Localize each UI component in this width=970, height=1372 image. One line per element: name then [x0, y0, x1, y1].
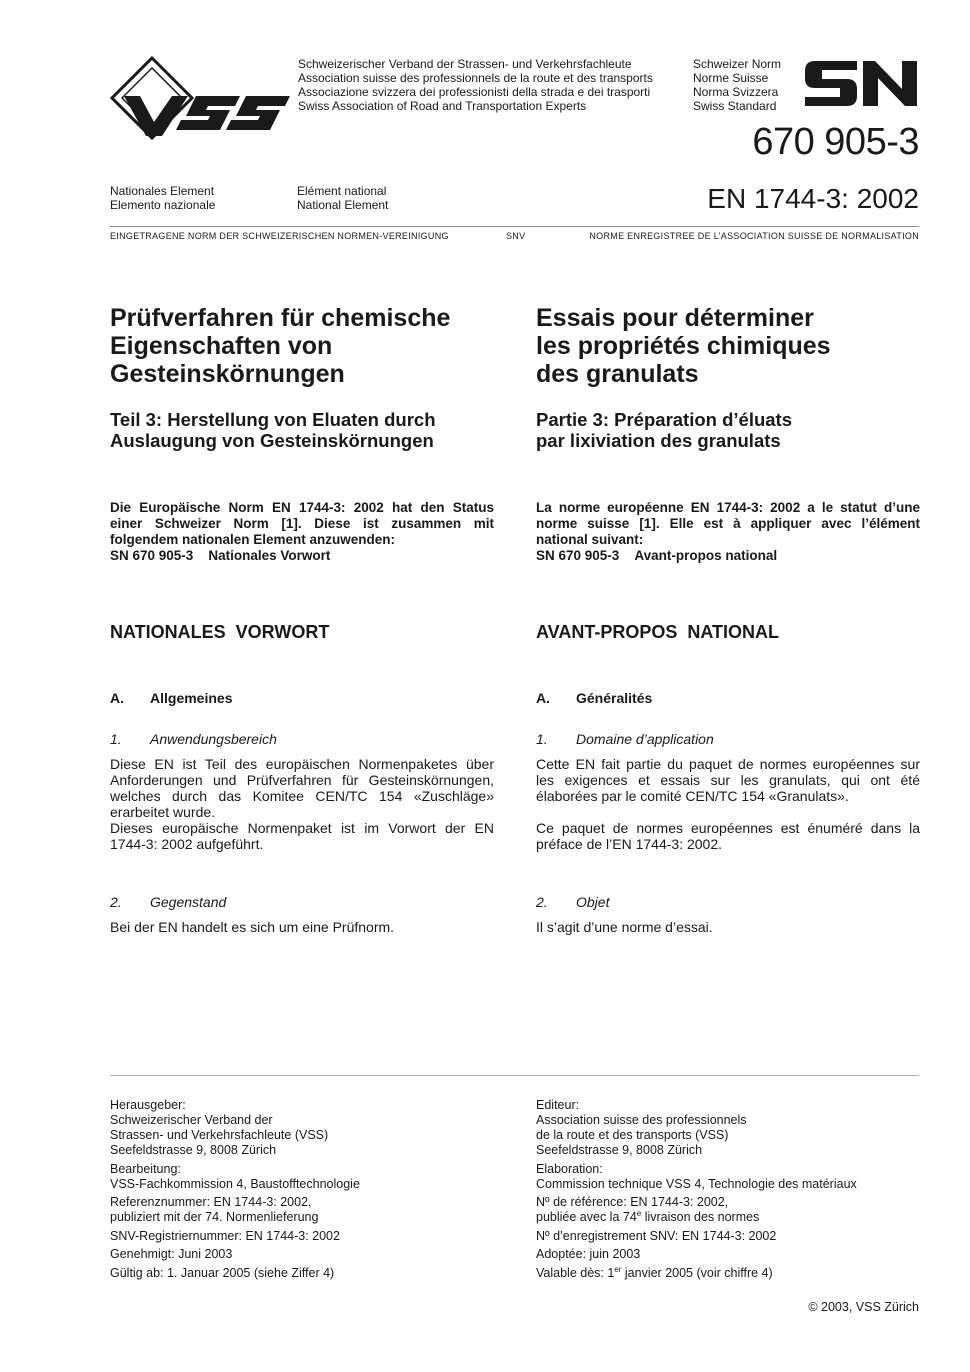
snv-register-number: Nº d’enregistrement SNV: EN 1744-3: 2002 — [536, 1228, 777, 1243]
foreword-heading-fr: AVANT-PROPOS NATIONAL — [536, 622, 779, 642]
header-divider — [110, 226, 919, 227]
editing-label: Elaboration: — [536, 1161, 603, 1176]
title-de-line: Prüfverfahren für chemische — [110, 304, 451, 332]
reference-delivery-text: livraison des normes — [641, 1210, 760, 1224]
copyright: © 2003, VSS Zürich — [808, 1300, 919, 1314]
national-element-de-it — [110, 184, 215, 212]
registered-snv: SNV — [506, 231, 526, 241]
publisher-line: Strassen- und Verkehrsfachleute (VSS) — [110, 1128, 329, 1142]
en-number: EN 1744-3: 2002 — [707, 183, 919, 214]
status-ref-fr — [536, 548, 920, 564]
paragraph: Dieses europäische Normenpaket ist im Vorwort der EN 1744-3: 2002 aufgeführt. — [110, 820, 494, 852]
paragraph: Ce paquet de normes européennes est énuméré dans la préface de l’EN 1744-3: 2002. — [536, 820, 920, 852]
validity-text: Valable dès: 1 — [536, 1265, 615, 1280]
subtitle-de-line: Teil 3: Herstellung von Eluaten durch — [110, 409, 436, 430]
editing-value: Commission technique VSS 4, Technologie des matériaux — [536, 1176, 857, 1191]
publisher-line: Schweizerischer Verband der — [110, 1113, 273, 1127]
element-label-fr: Elément national — [297, 184, 387, 198]
footer-divider — [110, 1075, 919, 1076]
section-1-body-fr — [536, 756, 920, 852]
reference-delivery — [536, 1210, 919, 1225]
snv-register-number: SNV-Registriernummer: EN 1744-3: 2002 — [110, 1228, 340, 1243]
element-label-en: National Element — [297, 198, 389, 212]
approval-date: Adoptée: juin 2003 — [536, 1247, 641, 1261]
publisher-line: Seefeldstrasse 9, 8008 Zürich — [110, 1143, 277, 1157]
paragraph: Cette EN fait partie du paquet de normes européennes sur les exigences et essais sur les granulats, qui ont été élaborées par le comité CEN/TC 154 «Granulats». — [536, 756, 920, 804]
section-number: 1. — [110, 731, 122, 747]
section-title: Gegenstand — [150, 894, 227, 910]
section-a-de — [110, 690, 494, 707]
publisher-label: Herausgeber: — [110, 1098, 186, 1112]
title-fr — [536, 304, 920, 388]
status-ref-de — [110, 548, 494, 564]
reference-delivery-text: publiée avec la 74 — [536, 1210, 637, 1224]
title-de — [110, 304, 494, 388]
foreword-heading-de: NATIONALES VORWORT — [110, 622, 330, 642]
approval-date: Genehmigt: Juni 2003 — [110, 1247, 233, 1261]
reference-number: Nº de référence: EN 1744-3: 2002, — [536, 1195, 729, 1209]
status-ref-number: SN 670 905-3 — [110, 548, 194, 563]
editing-value: VSS-Fachkommission 4, Baustofftechnologie — [110, 1176, 360, 1191]
subtitle-de — [110, 409, 494, 451]
association-line-it: Associazione svizzera dei professionisti della strada e dei trasporti — [298, 85, 651, 99]
norm-line-en: Swiss Standard — [693, 99, 777, 113]
imprint-fr — [536, 1098, 919, 1281]
title-fr-line: les propriétés chimiques — [536, 332, 831, 360]
title-fr-line: Essais pour déterminer — [536, 304, 814, 332]
section-2-body-fr: Il s’agit d’une norme d’essai. — [536, 919, 713, 935]
norm-line-it: Norma Svizzera — [693, 85, 779, 99]
publisher-line: Association suisse des professionnels — [536, 1113, 747, 1127]
section-1-body-de — [110, 756, 494, 852]
section-title: Anwendungsbereich — [150, 731, 277, 747]
validity-date: Gültig ab: 1. Januar 2005 (siehe Ziffer 4) — [110, 1265, 335, 1280]
element-label-it: Elemento nazionale — [110, 198, 216, 212]
status-fr — [536, 500, 920, 564]
norm-number: 670 905-3 — [752, 121, 919, 163]
reference-number: Referenznummer: EN 1744-3: 2002, — [110, 1195, 312, 1209]
section-1-heading-fr — [536, 731, 920, 748]
norm-line-fr: Norme Suisse — [693, 71, 769, 85]
sn-logo — [803, 58, 919, 108]
section-2-body-de: Bei der EN handelt es sich um eine Prüfnorm. — [110, 919, 395, 935]
validity-date — [536, 1266, 919, 1281]
status-text-fr: La norme européenne EN 1744-3: 2002 a le statut d’une norme suisse [1]. Elle est à appliquer avec l’élément national suivant: — [536, 500, 920, 547]
registered-norm-fr: NORME ENREGISTREE DE L’ASSOCIATION SUISSE DE NORMALISATION — [589, 231, 919, 241]
status-ref-name: Nationales Vorwort — [208, 548, 331, 563]
section-title: Domaine d’application — [576, 731, 714, 747]
element-label-de: Nationales Element — [110, 184, 215, 198]
reference-delivery: publiziert mit der 74. Normenlieferung — [110, 1210, 319, 1224]
subtitle-fr-line: par lixiviation des granulats — [536, 430, 781, 451]
section-1-heading-de — [110, 731, 494, 748]
section-number: A. — [110, 690, 124, 706]
title-fr-line: des granulats — [536, 360, 699, 388]
ordinal-suffix: e — [636, 1209, 642, 1218]
section-number: 2. — [110, 894, 122, 910]
publisher-line: de la route et des transports (VSS) — [536, 1128, 729, 1142]
section-2-heading-de — [110, 894, 494, 911]
section-title: Objet — [576, 894, 610, 910]
association-names — [298, 57, 653, 113]
registered-norm-de: EINGETRAGENE NORM DER SCHWEIZERISCHEN NORMEN-VEREINIGUNG — [110, 231, 449, 241]
paragraph: Diese EN ist Teil des europäischen Normenpaketes über Anforderungen und Prüfverfahren für Gesteinskörnungen, welches durch das Komitee CEN/TC 154 «Zuschläge» erarbeitet wurde. — [110, 756, 494, 820]
section-number: 2. — [536, 894, 548, 910]
publisher-label: Editeur: — [536, 1098, 580, 1112]
validity-text: janvier 2005 (voir chiffre 4) — [621, 1265, 773, 1280]
status-ref-name: Avant-propos national — [634, 548, 778, 563]
association-line-de: Schweizerischer Verband der Strassen- und Verkehrsfachleute — [298, 57, 632, 71]
status-ref-number: SN 670 905-3 — [536, 548, 620, 563]
section-number: 1. — [536, 731, 548, 747]
association-line-fr: Association suisse des professionnels de la route et des transports — [298, 71, 653, 85]
editing-label: Bearbeitung: — [110, 1161, 181, 1176]
section-title: Allgemeines — [150, 690, 233, 706]
subtitle-fr-line: Partie 3: Préparation d’éluats — [536, 409, 793, 430]
ordinal-suffix: er — [614, 1264, 622, 1274]
section-2-heading-fr — [536, 894, 920, 911]
publisher-line: Seefeldstrasse 9, 8008 Zürich — [536, 1143, 703, 1157]
national-element-fr-en — [297, 184, 388, 212]
section-a-fr — [536, 690, 920, 707]
status-text-de: Die Europäische Norm EN 1744-3: 2002 hat den Status einer Schweizer Norm [1]. Diese ist zusammen mit folgendem nationalen Element anzuwenden: — [110, 500, 494, 547]
title-de-line: Gesteinskörnungen — [110, 360, 345, 388]
subtitle-de-line: Auslaugung von Gesteinskörnungen — [110, 430, 434, 451]
section-number: A. — [536, 690, 550, 706]
status-de — [110, 500, 494, 564]
association-line-en: Swiss Association of Road and Transportation Experts — [298, 99, 587, 113]
title-de-line: Eigenschaften von — [110, 332, 333, 360]
standard-type-names — [693, 57, 781, 113]
norm-line-de: Schweizer Norm — [693, 57, 782, 71]
imprint-de — [110, 1098, 494, 1281]
section-title: Généralités — [576, 690, 653, 706]
subtitle-fr — [536, 409, 920, 451]
vss-logo — [110, 56, 292, 140]
